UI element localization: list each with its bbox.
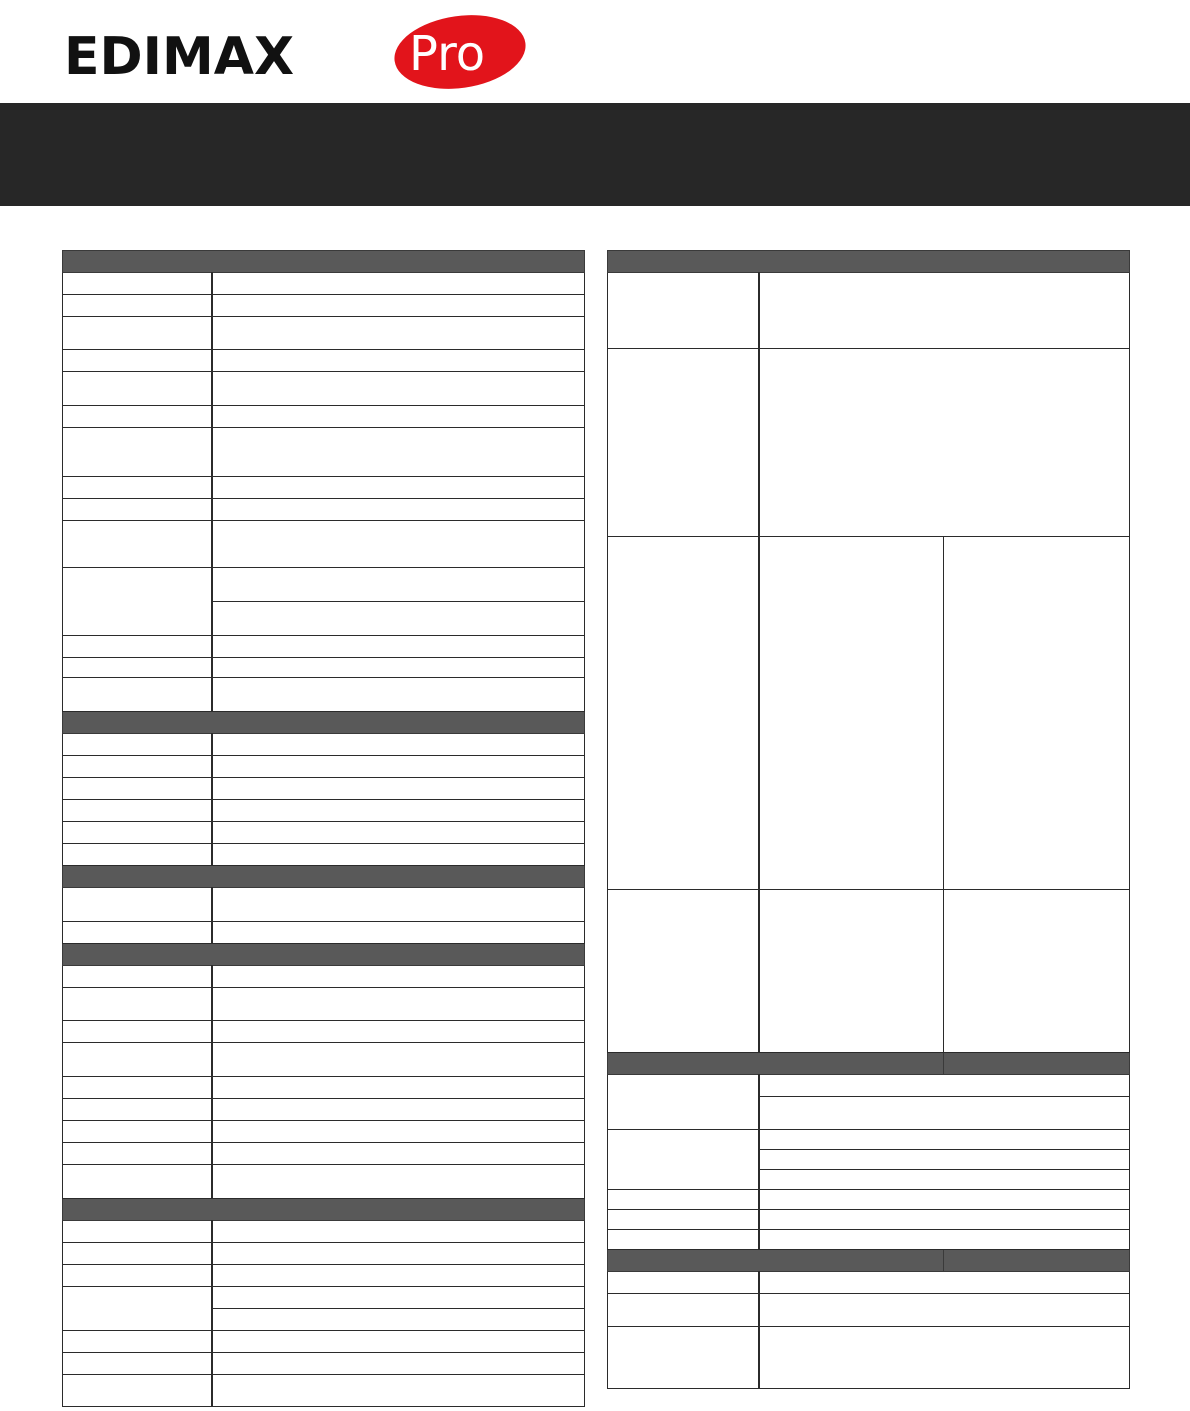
section-header — [63, 1199, 585, 1221]
table-row — [608, 1294, 1130, 1327]
table-row — [608, 890, 1130, 1053]
table-row — [63, 636, 585, 658]
logo-pro-text: Pro — [409, 26, 486, 82]
table-row — [63, 822, 585, 844]
table-row — [63, 499, 585, 521]
logo-graphic — [62, 12, 532, 92]
table-row — [63, 1043, 585, 1077]
table-row — [63, 800, 585, 822]
section-header — [63, 251, 585, 273]
section-header — [608, 251, 1130, 273]
table-row — [608, 1075, 1130, 1097]
table-row — [63, 1265, 585, 1287]
table-row — [63, 295, 585, 317]
table-row — [63, 988, 585, 1021]
table-row — [63, 1143, 585, 1165]
edimax-pro-logo — [62, 12, 532, 92]
spec-table-left — [62, 250, 585, 1407]
section-header — [608, 1250, 1130, 1272]
table-row — [63, 734, 585, 756]
section-header — [63, 712, 585, 734]
table-row — [63, 658, 585, 678]
table-row — [63, 477, 585, 499]
spec-table-right — [607, 250, 1130, 1389]
logo-wordmark: EDIMAX — [64, 27, 295, 87]
table-row — [63, 922, 585, 944]
table-row — [63, 568, 585, 602]
table-row — [63, 1353, 585, 1375]
table-row — [63, 317, 585, 350]
section-header — [63, 866, 585, 888]
table-row — [63, 372, 585, 406]
table-row — [63, 428, 585, 477]
section-header — [63, 944, 585, 966]
table-row — [63, 1221, 585, 1243]
table-row — [608, 1190, 1130, 1210]
table-row — [63, 1121, 585, 1143]
table-row — [63, 1099, 585, 1121]
table-row — [63, 521, 585, 568]
table-row — [608, 1130, 1130, 1150]
header-banner — [0, 103, 1190, 206]
table-row — [63, 888, 585, 922]
table-row — [608, 537, 1130, 890]
table-row — [63, 1243, 585, 1265]
table-row — [608, 1210, 1130, 1230]
table-row — [63, 844, 585, 866]
table-row — [63, 778, 585, 800]
table-row — [63, 1287, 585, 1309]
table-row — [63, 273, 585, 295]
table-row — [63, 1375, 585, 1407]
table-row — [63, 966, 585, 988]
table-row — [608, 1230, 1130, 1250]
section-header — [608, 1053, 1130, 1075]
table-row — [63, 1331, 585, 1353]
table-row — [63, 1021, 585, 1043]
table-row — [608, 349, 1130, 537]
table-row — [63, 1077, 585, 1099]
table-row — [63, 1165, 585, 1199]
table-row — [608, 1272, 1130, 1294]
table-row — [63, 406, 585, 428]
table-row — [608, 273, 1130, 349]
table-row — [63, 350, 585, 372]
table-row — [63, 756, 585, 778]
table-row — [63, 678, 585, 712]
table-row — [608, 1327, 1130, 1389]
